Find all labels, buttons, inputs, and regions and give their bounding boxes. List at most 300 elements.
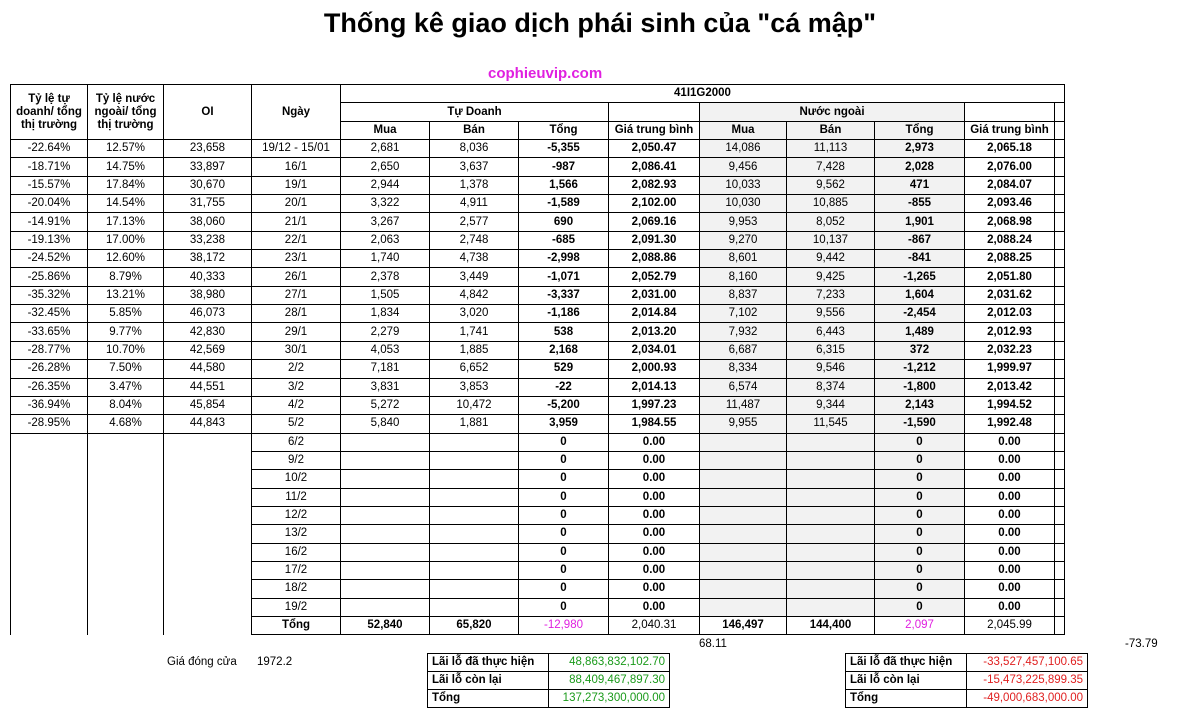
ratio-nn-cell: 4.68% <box>88 415 164 433</box>
ratio-nn-cell <box>88 451 164 469</box>
pl-row <box>428 672 670 690</box>
td-gia-cell: 0.00 <box>609 561 700 579</box>
edge-cell <box>1055 268 1065 286</box>
pl-row <box>846 672 1088 690</box>
table-row <box>11 378 1065 396</box>
nn-tong-cell: -1,590 <box>875 415 965 433</box>
oi-cell <box>164 543 252 561</box>
td-gia-cell: 0.00 <box>609 488 700 506</box>
td-tong-cell: -3,337 <box>519 286 609 304</box>
ratio-td-cell: -28.77% <box>11 341 88 359</box>
header-tu-doanh: Tự Doanh <box>341 103 609 121</box>
date-cell: 22/1 <box>252 231 341 249</box>
nn-ban-cell: 7,233 <box>787 286 875 304</box>
ratio-td-cell: -35.32% <box>11 286 88 304</box>
ratio-td-cell: -15.57% <box>11 176 88 194</box>
oi-cell <box>164 506 252 524</box>
date-cell: 12/2 <box>252 506 341 524</box>
table-row <box>11 231 1065 249</box>
oi-cell: 40,333 <box>164 268 252 286</box>
date-cell: 20/1 <box>252 195 341 213</box>
td-gia-cell: 1,984.55 <box>609 415 700 433</box>
td-gia-cell: 2,088.86 <box>609 250 700 268</box>
td-tong-cell: 529 <box>519 360 609 378</box>
nn-mua-cell: 9,456 <box>700 158 787 176</box>
nn-ban-cell <box>787 488 875 506</box>
table-row <box>11 195 1065 213</box>
ratio-nn-cell: 8.04% <box>88 396 164 414</box>
oi-cell: 30,670 <box>164 176 252 194</box>
nn-mua-cell: 7,102 <box>700 305 787 323</box>
table-row <box>11 525 1065 543</box>
pl-row <box>846 654 1088 672</box>
td-ban-cell <box>430 598 519 616</box>
nn-tong-cell: 0 <box>875 506 965 524</box>
td-gia-cell: 2,069.16 <box>609 213 700 231</box>
header-blank-td <box>609 103 700 121</box>
table-row <box>11 176 1065 194</box>
td-mua-cell: 3,322 <box>341 195 430 213</box>
pl-nn-total-label: Tổng <box>846 690 967 708</box>
nn-gia-cell: 0.00 <box>965 543 1055 561</box>
nn-tong-cell: 471 <box>875 176 965 194</box>
td-tong-cell: 0 <box>519 525 609 543</box>
nn-ban-cell <box>787 543 875 561</box>
nn-mua-cell <box>700 433 787 451</box>
td-ban-cell: 3,020 <box>430 305 519 323</box>
nn-tong-cell: -1,800 <box>875 378 965 396</box>
nn-tong-cell: 0 <box>875 433 965 451</box>
td-ban-cell: 1,378 <box>430 176 519 194</box>
nn-gia-cell: 1,992.48 <box>965 415 1055 433</box>
date-cell: 17/2 <box>252 561 341 579</box>
nn-tong-cell: 0 <box>875 580 965 598</box>
oi-cell: 44,551 <box>164 378 252 396</box>
header-oi: OI <box>164 85 252 140</box>
ratio-td-cell: -19.13% <box>11 231 88 249</box>
table-row <box>11 543 1065 561</box>
header-nn-mua: Mua <box>700 121 787 139</box>
edge-cell <box>1055 525 1065 543</box>
td-mua-cell <box>341 561 430 579</box>
td-gia-cell: 2,082.93 <box>609 176 700 194</box>
nn-gia-cell: 2,084.07 <box>965 176 1055 194</box>
nn-tong-cell: 0 <box>875 543 965 561</box>
nn-ban-cell: 9,344 <box>787 396 875 414</box>
nn-gia-cell: 0.00 <box>965 525 1055 543</box>
td-ban-cell <box>430 561 519 579</box>
nn-mua-cell <box>700 470 787 488</box>
td-tong-cell: 1,566 <box>519 176 609 194</box>
pl-td-remaining-value: 88,409,467,897.30 <box>549 672 670 690</box>
td-tong-cell: -1,589 <box>519 195 609 213</box>
ratio-td-cell <box>11 433 88 451</box>
nn-tong-cell: 1,901 <box>875 213 965 231</box>
oi-cell: 44,580 <box>164 360 252 378</box>
td-mua-cell: 2,279 <box>341 323 430 341</box>
nn-tong-cell: 2,973 <box>875 140 965 158</box>
table-row <box>11 506 1065 524</box>
td-mua-cell <box>341 506 430 524</box>
table-row <box>11 250 1065 268</box>
date-cell: 19/2 <box>252 598 341 616</box>
nn-mua-cell <box>700 506 787 524</box>
td-gia-cell: 0.00 <box>609 543 700 561</box>
date-cell: 30/1 <box>252 341 341 359</box>
header-edge <box>1055 121 1065 139</box>
contract-header: 41I1G2000 <box>341 85 1065 103</box>
td-tong-cell: 0 <box>519 488 609 506</box>
pl-td-realized-label: Lãi lỗ đã thực hiện <box>428 654 549 672</box>
nn-ban-cell <box>787 598 875 616</box>
td-tong-cell: -22 <box>519 378 609 396</box>
nn-mua-cell <box>700 598 787 616</box>
total-nn-gia: 2,045.99 <box>965 616 1055 634</box>
oi-cell: 31,755 <box>164 195 252 213</box>
td-gia-cell: 0.00 <box>609 598 700 616</box>
pl-row <box>846 690 1088 708</box>
td-gia-cell: 2,102.00 <box>609 195 700 213</box>
date-cell: 11/2 <box>252 488 341 506</box>
td-mua-cell <box>341 543 430 561</box>
date-cell: 29/1 <box>252 323 341 341</box>
nn-gia-cell: 1,999.97 <box>965 360 1055 378</box>
td-gia-cell: 1,997.23 <box>609 396 700 414</box>
table-body <box>11 140 1065 635</box>
ratio-nn-cell: 8.79% <box>88 268 164 286</box>
close-price-value: 1972.2 <box>257 656 293 668</box>
pl-tu-doanh <box>427 653 670 708</box>
td-mua-cell <box>341 470 430 488</box>
td-tong-cell: 0 <box>519 543 609 561</box>
td-mua-cell: 1,740 <box>341 250 430 268</box>
td-mua-cell: 2,681 <box>341 140 430 158</box>
td-tong-cell: 0 <box>519 433 609 451</box>
nn-ban-cell <box>787 451 875 469</box>
ratio-td-cell: -26.35% <box>11 378 88 396</box>
td-ban-cell <box>430 506 519 524</box>
page-title: Thống kê giao dịch phái sinh của "cá mập" <box>323 8 877 38</box>
table-row <box>11 396 1065 414</box>
oi-cell: 33,238 <box>164 231 252 249</box>
nn-gia-cell: 2,088.24 <box>965 231 1055 249</box>
nn-gia-cell: 0.00 <box>965 561 1055 579</box>
nn-ban-cell <box>787 506 875 524</box>
table-row <box>11 323 1065 341</box>
td-ban-cell: 2,577 <box>430 213 519 231</box>
oi-cell: 38,172 <box>164 250 252 268</box>
ratio-nn-cell: 17.13% <box>88 213 164 231</box>
td-tong-cell: 690 <box>519 213 609 231</box>
total-td-ban: 65,820 <box>430 616 519 634</box>
edge-cell <box>1055 488 1065 506</box>
total-td-gia: 2,040.31 <box>609 616 700 634</box>
nn-mua-cell: 11,487 <box>700 396 787 414</box>
nn-mua-cell: 9,955 <box>700 415 787 433</box>
nn-gia-cell: 2,065.18 <box>965 140 1055 158</box>
nn-tong-cell: 2,143 <box>875 396 965 414</box>
edge-cell <box>1055 396 1065 414</box>
ratio-nn-cell: 7.50% <box>88 360 164 378</box>
td-mua-cell: 2,650 <box>341 158 430 176</box>
ratio-nn-cell <box>88 470 164 488</box>
nn-ban-cell: 9,442 <box>787 250 875 268</box>
nn-mua-cell: 7,932 <box>700 323 787 341</box>
edge-cell <box>1055 598 1065 616</box>
ratio-td-cell: -24.52% <box>11 250 88 268</box>
td-mua-cell <box>341 451 430 469</box>
ratio-nn-cell: 14.75% <box>88 158 164 176</box>
pl-nuoc-ngoai <box>845 653 1088 708</box>
td-ban-cell: 1,881 <box>430 415 519 433</box>
trade-table <box>10 84 1065 635</box>
header-ratio-nn: Tỷ lệ nước ngoài/ tổng thị trường <box>88 85 164 140</box>
nn-tong-cell: 0 <box>875 598 965 616</box>
nn-gia-cell: 0.00 <box>965 433 1055 451</box>
nn-mua-cell <box>700 451 787 469</box>
nn-mua-cell <box>700 580 787 598</box>
edge-cell <box>1055 286 1065 304</box>
pl-td-total-value: 137,273,300,000.00 <box>549 690 670 708</box>
nn-gia-cell: 0.00 <box>965 488 1055 506</box>
ratio-td-cell <box>11 525 88 543</box>
ratio-nn-cell: 3.47% <box>88 378 164 396</box>
td-mua-cell: 5,840 <box>341 415 430 433</box>
total-nn-ban: 144,400 <box>787 616 875 634</box>
nn-tong-cell: -855 <box>875 195 965 213</box>
oi-cell <box>164 525 252 543</box>
total-td-tong: -12,980 <box>519 616 609 634</box>
td-mua-cell: 3,831 <box>341 378 430 396</box>
ratio-nn-cell: 12.57% <box>88 140 164 158</box>
edge-cell <box>1055 323 1065 341</box>
ratio-td-cell: -18.71% <box>11 158 88 176</box>
edge-cell <box>1055 140 1065 158</box>
nn-tong-cell: 0 <box>875 451 965 469</box>
td-tong-cell: -2,998 <box>519 250 609 268</box>
ratio-nn-cell <box>88 598 164 616</box>
nn-gia-cell: 2,076.00 <box>965 158 1055 176</box>
td-ban-cell: 4,911 <box>430 195 519 213</box>
nn-tong-cell: -1,265 <box>875 268 965 286</box>
pl-td-remaining-label: Lãi lỗ còn lại <box>428 672 549 690</box>
ratio-nn-cell <box>88 580 164 598</box>
table-row <box>11 598 1065 616</box>
total-blank <box>88 616 164 634</box>
table-row <box>11 213 1065 231</box>
nn-ban-cell <box>787 525 875 543</box>
ratio-td-cell: -20.04% <box>11 195 88 213</box>
date-cell: 13/2 <box>252 525 341 543</box>
td-gia-cell: 2,091.30 <box>609 231 700 249</box>
oi-cell: 42,830 <box>164 323 252 341</box>
date-cell: 28/1 <box>252 305 341 323</box>
td-tong-cell: 0 <box>519 506 609 524</box>
date-cell: 9/2 <box>252 451 341 469</box>
header-ratio-td: Tỷ lệ tự doanh/ tổng thị trường <box>11 85 88 140</box>
table-row <box>11 305 1065 323</box>
td-ban-cell: 1,885 <box>430 341 519 359</box>
td-gia-cell: 0.00 <box>609 470 700 488</box>
total-nn-mua: 146,497 <box>700 616 787 634</box>
nn-gia-cell: 1,994.52 <box>965 396 1055 414</box>
td-tong-cell: 2,168 <box>519 341 609 359</box>
edge-cell <box>1055 360 1065 378</box>
pl-nn-total-value: -49,000,683,000.00 <box>967 690 1088 708</box>
nn-mua-cell: 9,953 <box>700 213 787 231</box>
nn-diff: -73.79 <box>1125 638 1158 650</box>
td-ban-cell: 10,472 <box>430 396 519 414</box>
nn-mua-cell <box>700 525 787 543</box>
edge-cell <box>1055 195 1065 213</box>
nn-gia-cell: 0.00 <box>965 470 1055 488</box>
td-gia-cell: 2,050.47 <box>609 140 700 158</box>
edge-cell <box>1055 176 1065 194</box>
nn-mua-cell: 10,030 <box>700 195 787 213</box>
nn-gia-cell: 2,093.46 <box>965 195 1055 213</box>
nn-ban-cell: 8,374 <box>787 378 875 396</box>
nn-gia-cell: 2,031.62 <box>965 286 1055 304</box>
nn-tong-cell: 372 <box>875 341 965 359</box>
nn-ban-cell: 9,425 <box>787 268 875 286</box>
td-gia-cell: 2,000.93 <box>609 360 700 378</box>
nn-gia-cell: 0.00 <box>965 598 1055 616</box>
ratio-td-cell <box>11 506 88 524</box>
nn-ban-cell: 8,052 <box>787 213 875 231</box>
oi-cell: 38,980 <box>164 286 252 304</box>
date-cell: 23/1 <box>252 250 341 268</box>
td-ban-cell <box>430 433 519 451</box>
table-row <box>11 286 1065 304</box>
td-gia-cell: 2,014.13 <box>609 378 700 396</box>
edge-cell <box>1055 158 1065 176</box>
nn-gia-cell: 2,012.93 <box>965 323 1055 341</box>
td-tong-cell: 0 <box>519 561 609 579</box>
nn-gia-cell: 0.00 <box>965 506 1055 524</box>
pl-td-total-label: Tổng <box>428 690 549 708</box>
ratio-td-cell <box>11 580 88 598</box>
td-ban-cell: 2,748 <box>430 231 519 249</box>
nn-mua-cell: 6,687 <box>700 341 787 359</box>
website-link[interactable]: cophieuvip.com <box>488 65 603 82</box>
nn-mua-cell <box>700 561 787 579</box>
table-row <box>11 488 1065 506</box>
nn-ban-cell: 9,562 <box>787 176 875 194</box>
nn-mua-cell <box>700 488 787 506</box>
edge-cell <box>1055 561 1065 579</box>
td-tong-cell: 0 <box>519 470 609 488</box>
td-gia-cell: 2,034.01 <box>609 341 700 359</box>
oi-cell: 38,060 <box>164 213 252 231</box>
oi-cell: 44,843 <box>164 415 252 433</box>
ratio-td-cell <box>11 561 88 579</box>
date-cell: 4/2 <box>252 396 341 414</box>
table-row <box>11 561 1065 579</box>
header-nn-gia: Giá trung bình <box>965 121 1055 139</box>
td-ban-cell: 3,637 <box>430 158 519 176</box>
date-cell: 27/1 <box>252 286 341 304</box>
total-blank <box>164 616 252 634</box>
td-ban-cell: 8,036 <box>430 140 519 158</box>
td-mua-cell: 5,272 <box>341 396 430 414</box>
date-cell: 2/2 <box>252 360 341 378</box>
td-ban-cell <box>430 580 519 598</box>
nn-tong-cell: -1,212 <box>875 360 965 378</box>
ratio-nn-cell: 13.21% <box>88 286 164 304</box>
nn-gia-cell: 0.00 <box>965 451 1055 469</box>
td-ban-cell <box>430 470 519 488</box>
nn-gia-cell: 2,032.23 <box>965 341 1055 359</box>
date-cell: 10/2 <box>252 470 341 488</box>
nn-tong-cell: -2,454 <box>875 305 965 323</box>
nn-ban-cell: 11,113 <box>787 140 875 158</box>
nn-mua-cell: 8,160 <box>700 268 787 286</box>
td-mua-cell: 2,378 <box>341 268 430 286</box>
oi-cell <box>164 433 252 451</box>
nn-tong-cell: 0 <box>875 561 965 579</box>
td-mua-cell: 2,944 <box>341 176 430 194</box>
ratio-td-cell <box>11 451 88 469</box>
pl-nn-remaining-label: Lãi lỗ còn lại <box>846 672 967 690</box>
date-cell: 26/1 <box>252 268 341 286</box>
header-date: Ngày <box>252 85 341 140</box>
table-row <box>11 433 1065 451</box>
header-td-gia: Giá trung bình <box>609 121 700 139</box>
nn-tong-cell: -867 <box>875 231 965 249</box>
header-nuoc-ngoai: Nước ngoài <box>700 103 965 121</box>
close-price-label: Giá đóng cửa <box>167 656 237 668</box>
nn-gia-cell: 2,013.42 <box>965 378 1055 396</box>
ratio-nn-cell: 10.70% <box>88 341 164 359</box>
td-gia-cell: 2,086.41 <box>609 158 700 176</box>
nn-ban-cell <box>787 580 875 598</box>
td-tong-cell: 538 <box>519 323 609 341</box>
td-gia-cell: 0.00 <box>609 580 700 598</box>
td-mua-cell: 3,267 <box>341 213 430 231</box>
td-tong-cell: -685 <box>519 231 609 249</box>
nn-mua-cell: 9,270 <box>700 231 787 249</box>
td-gia-cell: 0.00 <box>609 525 700 543</box>
date-cell: 16/1 <box>252 158 341 176</box>
total-td-mua: 52,840 <box>341 616 430 634</box>
td-mua-cell: 4,053 <box>341 341 430 359</box>
pl-td-realized-value: 48,863,832,102.70 <box>549 654 670 672</box>
header-td-mua: Mua <box>341 121 430 139</box>
ratio-td-cell: -25.86% <box>11 268 88 286</box>
td-gia-cell: 2,014.84 <box>609 305 700 323</box>
td-tong-cell: -1,186 <box>519 305 609 323</box>
ratio-nn-cell <box>88 488 164 506</box>
oi-cell: 33,897 <box>164 158 252 176</box>
total-nn-tong: 2,097 <box>875 616 965 634</box>
edge-cell <box>1055 250 1065 268</box>
nn-mua-cell: 8,837 <box>700 286 787 304</box>
edge-cell <box>1055 341 1065 359</box>
td-gia-cell: 0.00 <box>609 451 700 469</box>
date-cell: 19/1 <box>252 176 341 194</box>
oi-cell <box>164 561 252 579</box>
header-td-tong: Tổng <box>519 121 609 139</box>
td-ban-cell <box>430 451 519 469</box>
td-gia-cell: 2,052.79 <box>609 268 700 286</box>
nn-tong-cell: 1,489 <box>875 323 965 341</box>
date-cell: 21/1 <box>252 213 341 231</box>
ratio-td-cell: -36.94% <box>11 396 88 414</box>
nn-ban-cell <box>787 470 875 488</box>
total-label: Tổng <box>252 616 341 634</box>
td-ban-cell: 1,741 <box>430 323 519 341</box>
nn-gia-cell: 2,012.03 <box>965 305 1055 323</box>
